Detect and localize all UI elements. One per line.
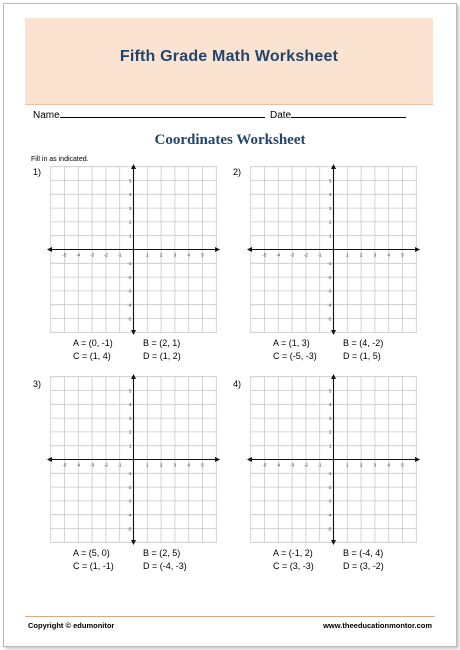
- x-tick-label: 3: [173, 252, 177, 258]
- x-tick-label: -3: [90, 462, 95, 468]
- x-tick-label: 2: [159, 462, 163, 468]
- y-tick-label: -2: [127, 274, 132, 280]
- y-tick-label: -4: [327, 302, 332, 308]
- y-tick-label: 2: [128, 429, 132, 435]
- coordinate-grid[interactable]: [247, 164, 420, 335]
- y-tick-label: -1: [327, 261, 332, 267]
- x-tick-label: -4: [276, 462, 281, 468]
- y-tick-label: 1: [328, 233, 332, 239]
- x-tick-label: 5: [401, 462, 404, 468]
- y-tick-label: 4: [128, 402, 132, 408]
- instruction-text: Fill in as indicated.: [31, 156, 89, 163]
- footer-divider: [25, 616, 435, 617]
- y-tick-label: -1: [127, 471, 132, 477]
- y-tick-label: -1: [127, 261, 132, 267]
- y-tick-label: -4: [127, 302, 132, 308]
- x-tick-label: -1: [117, 252, 122, 258]
- y-tick-label: -3: [127, 288, 132, 294]
- y-tick-label: 4: [128, 192, 132, 198]
- problem-number: 1): [33, 167, 42, 177]
- answer-d: D = (1, 2): [143, 351, 181, 361]
- y-tick-label: 5: [128, 388, 132, 394]
- y-tick-label: 4: [328, 402, 332, 408]
- x-tick-label: -5: [62, 252, 67, 258]
- answer-c: C = (3, -3): [273, 561, 314, 571]
- name-field[interactable]: [33, 108, 265, 121]
- x-tick-label: -5: [262, 252, 267, 258]
- answer-a: A = (1, 3): [273, 338, 310, 348]
- answer-c: C = (1, -1): [73, 561, 114, 571]
- arrow-right-icon: [415, 247, 420, 252]
- answer-a: A = (-1, 2): [273, 548, 313, 558]
- x-tick-label: -3: [90, 252, 95, 258]
- problem-number: 2): [233, 167, 242, 177]
- y-tick-label: 3: [328, 205, 332, 211]
- arrow-right-icon: [415, 457, 420, 462]
- x-tick-label: 3: [173, 462, 177, 468]
- section-title: Coordinates Worksheet: [154, 132, 306, 148]
- arrow-left-icon: [47, 457, 52, 462]
- y-tick-label: 3: [128, 205, 132, 211]
- arrow-right-icon: [215, 247, 220, 252]
- x-tick-label: -1: [317, 462, 322, 468]
- answer-d: D = (3, -2): [343, 561, 384, 571]
- copyright-text: Copyright © edumonitor: [28, 621, 115, 630]
- website-link[interactable]: www.theeducationmontor.com: [323, 621, 432, 630]
- answer-d: D = (1, 5): [343, 351, 381, 361]
- y-tick-label: 3: [328, 415, 332, 421]
- x-tick-label: 1: [346, 252, 349, 258]
- y-tick-label: 1: [128, 233, 132, 239]
- x-tick-label: 1: [146, 252, 149, 258]
- x-tick-label: 2: [359, 462, 363, 468]
- x-tick-label: 1: [346, 462, 349, 468]
- answer-a: A = (5, 0): [73, 548, 110, 558]
- x-tick-label: 4: [387, 462, 390, 468]
- x-tick-label: -2: [303, 462, 308, 468]
- x-tick-label: 3: [373, 462, 377, 468]
- answer-d: D = (-4, -3): [143, 561, 187, 571]
- answer-b: B = (2, 5): [143, 548, 181, 558]
- x-tick-label: -4: [276, 252, 281, 258]
- y-tick-label: 2: [328, 429, 332, 435]
- date-underline[interactable]: [291, 108, 406, 118]
- x-tick-label: 1: [146, 462, 149, 468]
- x-tick-label: 4: [387, 252, 390, 258]
- x-tick-label: 3: [373, 252, 377, 258]
- x-tick-label: 2: [159, 252, 163, 258]
- answer-c: C = (-5, -3): [273, 351, 317, 361]
- x-tick-label: -3: [290, 252, 295, 258]
- y-tick-label: -3: [327, 288, 332, 294]
- answer-b: B = (4, -2): [343, 338, 384, 348]
- y-tick-label: 5: [328, 178, 332, 184]
- y-tick-label: -2: [127, 484, 132, 490]
- x-tick-label: 2: [359, 252, 363, 258]
- x-tick-label: 5: [401, 252, 404, 258]
- y-tick-label: 1: [128, 443, 132, 449]
- y-tick-label: 1: [328, 443, 332, 449]
- name-underline[interactable]: [60, 108, 265, 118]
- x-tick-label: -2: [303, 252, 308, 258]
- y-tick-label: -3: [327, 498, 332, 504]
- y-tick-label: -5: [327, 316, 332, 322]
- x-tick-label: 5: [201, 462, 204, 468]
- y-tick-label: -2: [327, 484, 332, 490]
- arrow-left-icon: [247, 247, 252, 252]
- y-tick-label: -5: [127, 316, 132, 322]
- arrow-right-icon: [215, 457, 220, 462]
- y-tick-label: 3: [128, 415, 132, 421]
- y-tick-label: 5: [128, 178, 132, 184]
- page-title: Fifth Grade Math Worksheet: [119, 48, 339, 65]
- coordinate-grid[interactable]: [47, 164, 220, 335]
- problem-number: 3): [33, 379, 42, 389]
- coordinate-grid[interactable]: [47, 374, 220, 545]
- y-tick-label: -5: [127, 526, 132, 532]
- answer-c: C = (1, 4): [73, 351, 111, 361]
- answer-a: A = (0, -1): [73, 338, 113, 348]
- y-tick-label: -1: [327, 471, 332, 477]
- y-tick-label: 2: [128, 219, 132, 225]
- x-tick-label: -5: [262, 462, 267, 468]
- y-tick-label: -3: [127, 498, 132, 504]
- x-tick-label: 4: [187, 462, 190, 468]
- name-label: Name: [33, 110, 60, 121]
- arrow-left-icon: [47, 247, 52, 252]
- date-label: Date: [270, 110, 292, 121]
- x-tick-label: -2: [103, 462, 108, 468]
- x-tick-label: -5: [62, 462, 67, 468]
- x-tick-label: -4: [76, 462, 81, 468]
- x-tick-label: -1: [317, 252, 322, 258]
- problem-number: 4): [233, 379, 242, 389]
- answer-b: B = (2, 1): [143, 338, 181, 348]
- y-tick-label: -2: [327, 274, 332, 280]
- x-tick-label: -4: [76, 252, 81, 258]
- answer-b: B = (-4, 4): [343, 548, 384, 558]
- y-tick-label: 4: [328, 192, 332, 198]
- x-tick-label: -3: [290, 462, 295, 468]
- x-tick-label: -1: [117, 462, 122, 468]
- y-tick-label: 5: [328, 388, 332, 394]
- y-tick-label: -4: [127, 512, 132, 518]
- x-tick-label: -2: [103, 252, 108, 258]
- y-tick-label: -4: [327, 512, 332, 518]
- y-tick-label: 2: [328, 219, 332, 225]
- y-tick-label: -5: [327, 526, 332, 532]
- coordinate-grid[interactable]: [247, 374, 420, 545]
- x-tick-label: 5: [201, 252, 204, 258]
- arrow-left-icon: [247, 457, 252, 462]
- date-field[interactable]: [270, 108, 406, 121]
- x-tick-label: 4: [187, 252, 190, 258]
